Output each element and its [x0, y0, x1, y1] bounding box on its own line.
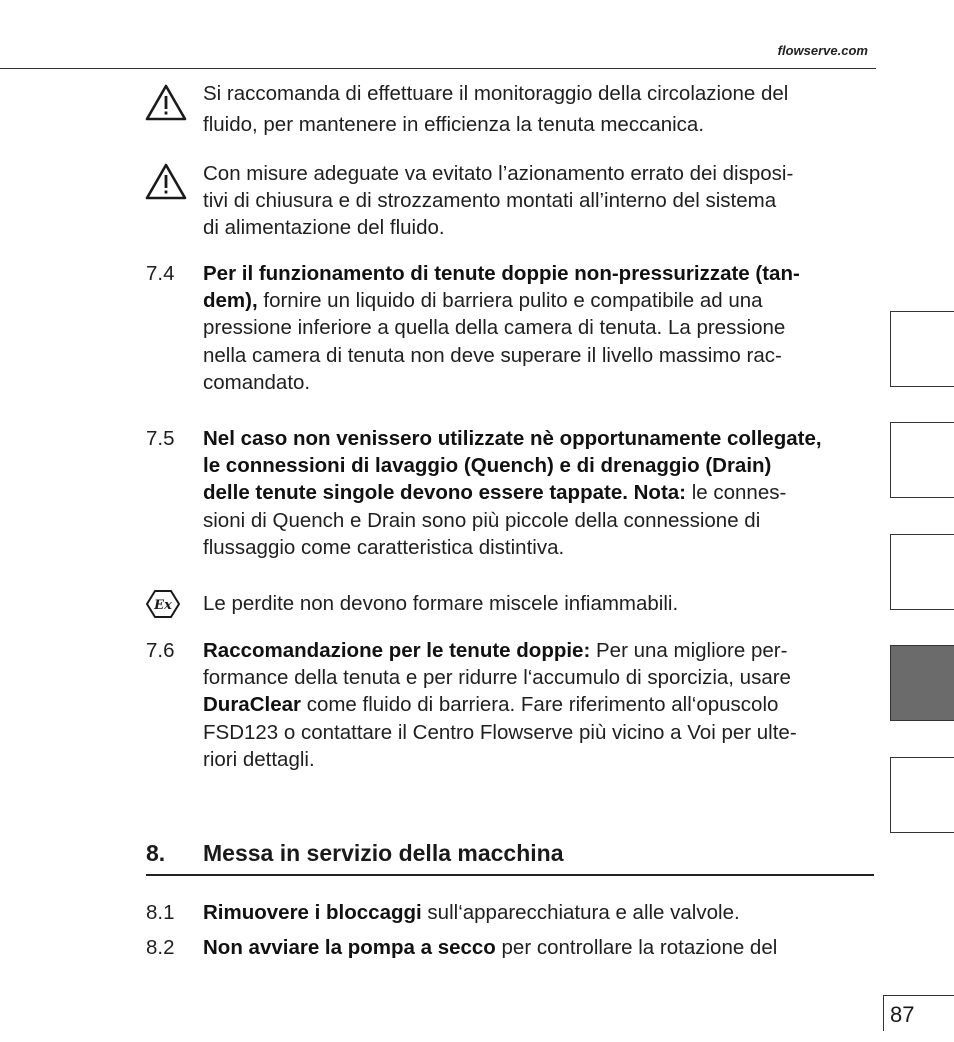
text-line: pressione inferiore a quella della camera di tenuta. La pressione: [203, 316, 786, 340]
item-text-7-4: [203, 260, 873, 396]
item-text-7-5: [203, 425, 873, 561]
text-line: tivi di chiusura e di strozzamento montati all’interno del sistema: [203, 189, 777, 213]
item-number-8-1: 8.1: [146, 901, 175, 924]
section-number: 8.: [146, 840, 166, 866]
section-title: Messa in servizio della macchina: [203, 840, 564, 866]
text-line: Con misure adeguate va evitato l’azionamento errato dei disposi-: [203, 162, 794, 185]
text-line: FSD123 o contattare il Centro Flowserve più vicino a Voi per ulte-: [203, 720, 797, 744]
warning-text-circulation: [203, 80, 873, 138]
side-tab-active[interactable]: [890, 645, 954, 721]
text-line: formance della tenuta e per ridurre l‘accumulo di sporcizia, usare: [203, 666, 791, 690]
text-span: le connes-: [686, 481, 787, 505]
text-bold: DuraClear: [203, 693, 301, 717]
page-number: 87: [890, 1002, 915, 1027]
text-span: fornire un liquido di barriera pulito e compatibile ad una: [257, 289, 763, 313]
section-rule: [146, 874, 874, 876]
text-bold: le connessioni di lavaggio (Quench) e di drenaggio (Drain): [203, 454, 772, 478]
text-line: comandato.: [203, 370, 311, 394]
text-bold: Raccomandazione per le tenute doppie:: [203, 639, 591, 662]
text-line: nella camera di tenuta non deve superare il livello massimo rac-: [203, 343, 782, 367]
text-line: fluido, per mantenere in efficienza la tenuta meccanica.: [203, 113, 705, 137]
page-number-box: [883, 995, 954, 1031]
text-line: di alimentazione del fluido.: [203, 216, 445, 240]
item-number-7-4: 7.4: [146, 262, 175, 285]
text-bold: delle tenute singole devono essere tappate. Nota:: [203, 481, 687, 505]
item-text-7-6: [203, 637, 873, 773]
item-text-8-1: [203, 899, 873, 926]
text-line: Si raccomanda di effettuare il monitoraggio della circolazione del: [203, 82, 789, 105]
item-number-8-2: 8.2: [146, 936, 175, 959]
text-span: Per una migliore per-: [590, 639, 788, 662]
text-span: sull‘apparecchiatura e alle valvole.: [421, 901, 740, 924]
text-bold: dem),: [203, 289, 258, 313]
item-number-7-5: 7.5: [146, 427, 175, 450]
svg-text:Ex: Ex: [154, 598, 172, 613]
item-number-7-6: 7.6: [146, 639, 175, 662]
text-bold: Rimuovere i bloccaggi: [203, 901, 422, 924]
warning-text-devices: [203, 160, 873, 242]
text-span: per controllare la rotazione del: [495, 936, 778, 959]
text-bold: Non avviare la pompa a secco: [203, 936, 496, 959]
warning-triangle-icon: [144, 83, 188, 123]
text-bold: Nel caso non venissero utilizzate nè opportunamente collegate,: [203, 427, 822, 450]
text-line: riori dettagli.: [203, 747, 315, 771]
warning-triangle-icon: [144, 162, 188, 202]
text-line: sioni di Quench e Drain sono più piccole della connessione di: [203, 508, 761, 532]
side-tab[interactable]: [890, 757, 954, 833]
item-text-8-2: [203, 934, 873, 961]
ex-note-text: Le perdite non devono formare miscele infiammabili.: [203, 592, 679, 615]
text-line: flussaggio come caratteristica distintiva.: [203, 535, 565, 559]
side-tab[interactable]: [890, 311, 954, 387]
side-tab[interactable]: [890, 422, 954, 498]
explosion-protection-ex-icon: [145, 589, 181, 619]
header-rule: [0, 68, 876, 69]
header-site-url: flowserve.com: [777, 43, 868, 58]
text-span: come fluido di barriera. Fare riferimento all‘opuscolo: [301, 693, 779, 717]
side-tab[interactable]: [890, 534, 954, 610]
text-bold: Per il funzionamento di tenute doppie non-pressurizzate (tan-: [203, 262, 800, 285]
